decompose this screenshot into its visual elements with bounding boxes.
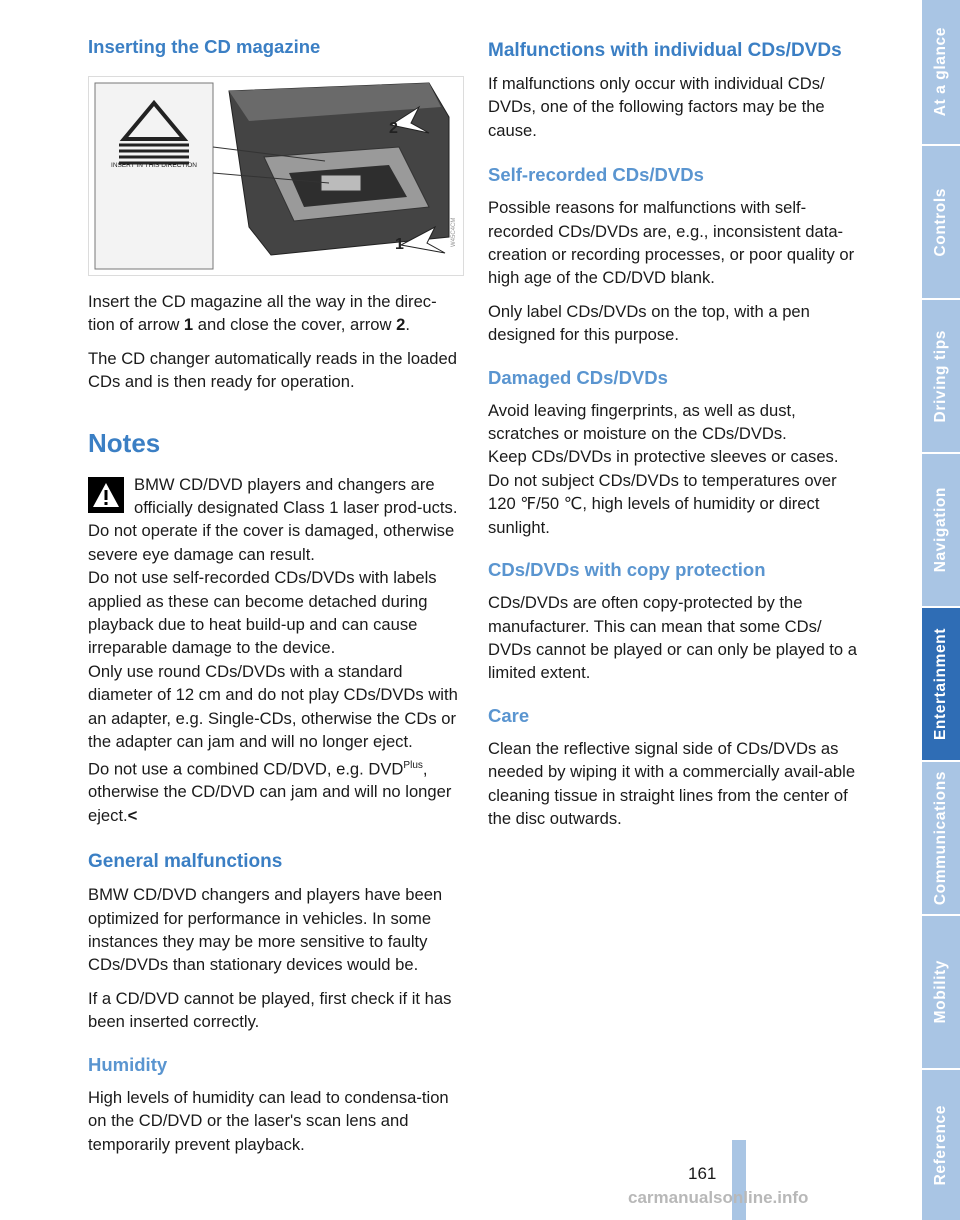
heading-self-recorded: Self-recorded CDs/DVDs [488,164,704,186]
care-text: Clean the reflective signal side of CDs/DVDs as needed by wiping it with a commercially avail-able cleaning tissue in straight lines from the center of the disc outwards. [488,738,856,828]
tab-at-a-glance[interactable]: At a glance [922,0,960,144]
note-combined-cd-dvd: Do not use a combined CD/DVD, e.g. $DVD^{Plus}$, otherwise the CD/DVD can jam and will no longer eject.< [88,759,452,825]
heading-malfunctions-individual: Malfunctions with individual CDs/DVDs [488,40,842,61]
malfunctions-intro: If malfunctions only occur with individual CDs/ DVDs, one of the following factors may be the cause. [488,74,825,140]
tab-controls[interactable]: Controls [922,146,960,298]
general-malfunctions-text: BMW CD/DVD changers and players have been optimized for performance in vehicles. In some instances they may be more sensitive to faulty CDs/DVDs than stationary devices would be. [88,885,443,975]
chapter-sidebar [922,0,960,1220]
tab-navigation[interactable]: Navigation [922,454,960,606]
left-column [88,36,462,1166]
tab-entertainment[interactable]: Entertainment [922,608,960,760]
heading-general-malfunctions: General malfunctions [88,851,283,873]
insert-instruction: Insert the CD magazine all the way in the direc-tion of arrow 1 and close the cover, arrow 2. [88,292,437,335]
heading-humidity: Humidity [88,1053,168,1075]
general-check-text: If a CD/DVD cannot be played, first check if it has been inserted correctly. [88,988,452,1032]
page-number-bar [732,1140,746,1220]
note-self-recorded: Do not use self-recorded CDs/DVDs with labels applied as these can become detached during playback due to heat build-up and can cause irreparable damage to the device. [88,568,437,658]
right-column [488,36,862,840]
end-of-note-mark: < [127,805,138,825]
heading-notes: Notes [88,427,161,458]
copy-protection-text: CDs/DVDs are often copy-protected by the manufacturer. This can mean that some CDs/ DVDs cannot be played or can only be played to a limited extent. [488,593,857,683]
note-laser-class: BMW CD/DVD players and changers are officially designated Class 1 laser prod-ucts. Do not operate if the cover is damaged, otherwise severe eye damage can result. [88,474,458,564]
tab-mobility[interactable]: Mobility [922,916,960,1068]
warning-icon [88,477,124,513]
insert-direction-label: INSERT IN THIS DIRECTION [111,162,197,169]
insert-ready-text: The CD changer automatically reads in the loaded CDs and is then ready for operation. [88,348,457,392]
warning-notes [88,473,462,828]
humidity-text: High levels of humidity can lead to condensa-tion on the CD/DVD or the laser's scan lens and temporarily prevent playback. [88,1087,449,1154]
damaged-text-3: Do not subject CDs/DVDs to temperatures over 120 ℉/50 ℃, high levels of humidity or direct sunlight. [488,470,837,537]
cd-magazine-figure [88,76,464,276]
damaged-text-1: Avoid leaving fingerprints, as well as dust, scratches or moisture on the CDs/DVDs. [488,400,796,444]
watermark: carmanualsonline.info [628,1188,809,1207]
damaged-text-2: Keep CDs/DVDs in protective sleeves or cases. [488,447,839,467]
page-number: 161 [688,1164,717,1183]
self-recorded-reasons: Possible reasons for malfunctions with self-recorded CDs/DVDs are, e.g., inconsistent data-creation or recording processes, or poor quality or high age of the CD/DVD blank. [488,198,855,288]
heading-damaged: Damaged CDs/DVDs [488,366,668,388]
heading-copy-protection: CDs/DVDs with copy protection [488,559,766,581]
cd-changer-illustration [89,77,463,275]
tab-reference[interactable]: Reference [922,1070,960,1220]
heading-inserting-cd-magazine: Inserting the CD magazine [88,36,321,57]
self-recorded-label-tip: Only label CDs/DVDs on the top, with a pen designed for this purpose. [488,301,810,345]
arrow-2-label: 2 [389,120,398,137]
figure-code: W45C4CM [451,217,457,247]
arrow-1-label: 1 [395,236,404,253]
tab-communications[interactable]: Communications [922,762,960,914]
tab-driving-tips[interactable]: Driving tips [922,300,960,452]
heading-care: Care [488,704,530,726]
note-round-cds: Only use round CDs/DVDs with a standard diameter of 12 cm and do not play CDs/DVDs with an adapter, e.g. Single-CDs, otherwise the CDs or the adapter can jam and will no longer eject. [88,661,458,752]
